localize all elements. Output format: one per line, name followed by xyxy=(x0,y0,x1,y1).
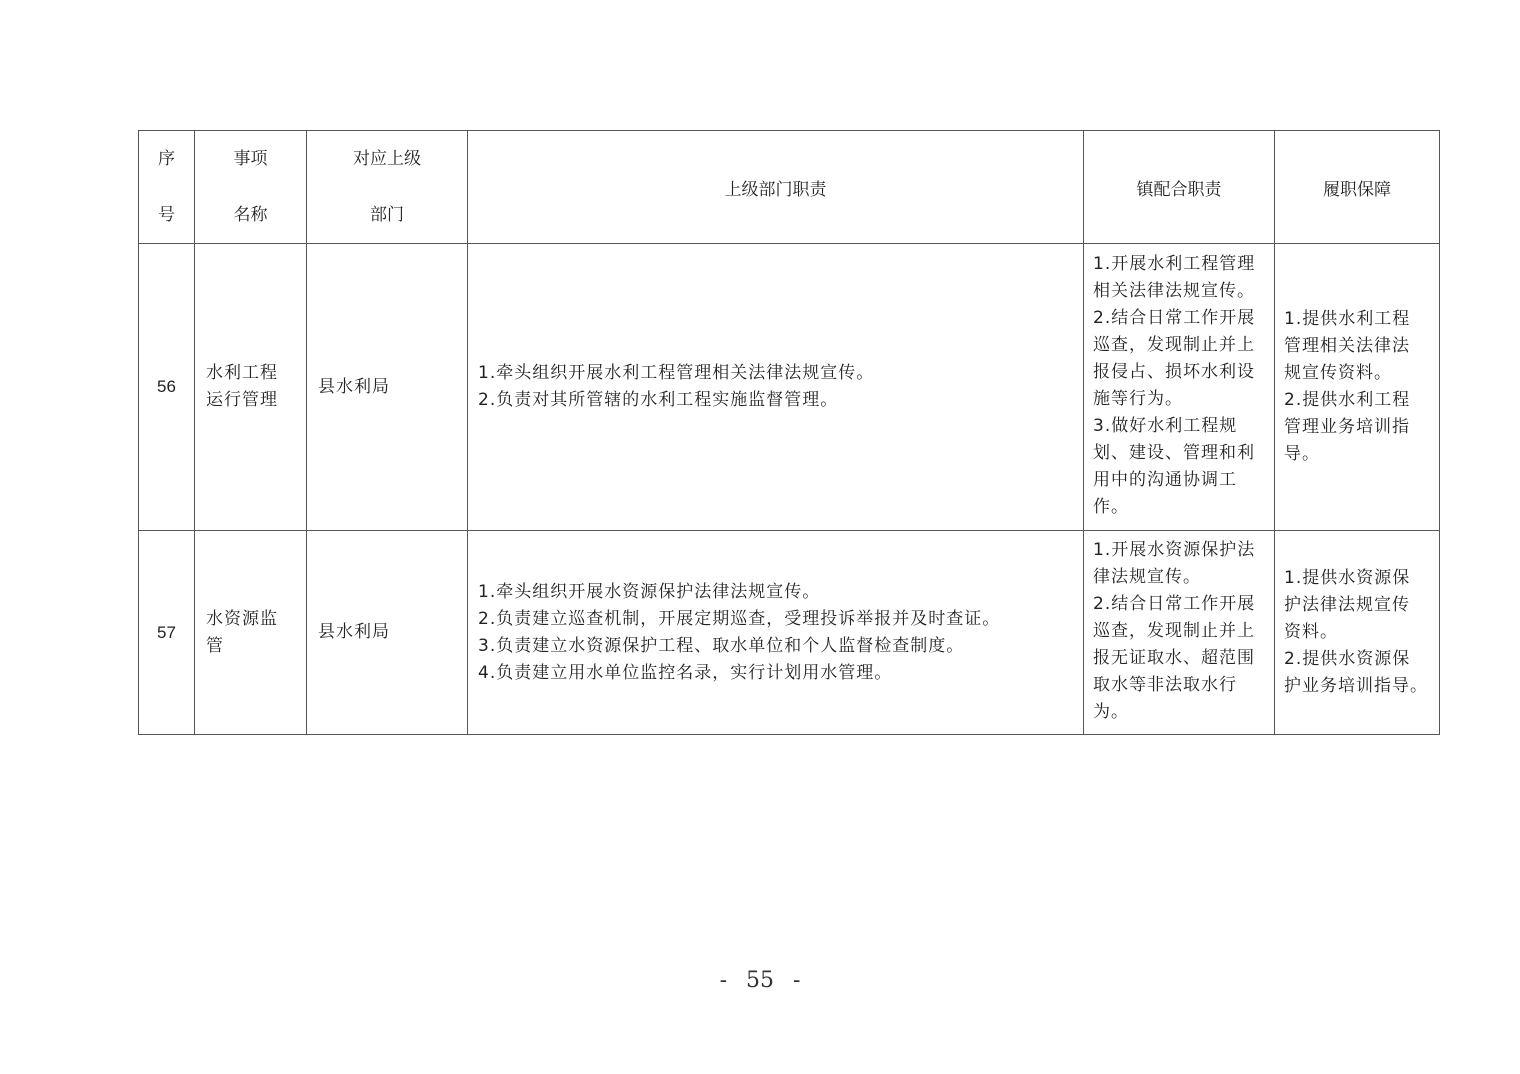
row-upper-duty: 1.牵头组织开展水资源保护法律法规宣传。 2.负责建立巡查机制，开展定期巡查，受理投诉举报并及时查证。 3.负责建立水资源保护工程、取水单位和个人监督检查制度。 4.负责建立用水单位监控名录，实行计划用水管理。 xyxy=(468,531,1084,735)
footer-dash-right: - xyxy=(793,968,801,993)
table-row xyxy=(139,244,1440,531)
row-town-duty: 1.开展水利工程管理 相关法律法规宣传。 2.结合日常工作开展 巡查，发现制止并上 报侵占、损坏水利设 施等行为。 3.做好水利工程规 划、建设、管理和利 用中的沟通协调工 作。 xyxy=(1084,244,1275,531)
row-seq: 57 xyxy=(139,531,195,735)
header-item-name: 事项 名称 xyxy=(195,131,307,244)
table-row xyxy=(139,531,1440,735)
header-upper-duty: 上级部门职责 xyxy=(468,131,1084,244)
page-footer xyxy=(0,968,1520,993)
header-seq: 序 号 xyxy=(139,131,195,244)
row-upper-duty: 1.牵头组织开展水利工程管理相关法律法规宣传。 2.负责对其所管辖的水利工程实施监督管理。 xyxy=(468,244,1084,531)
footer-dash-left: - xyxy=(719,968,727,993)
row-town-duty: 1.开展水资源保护法 律法规宣传。 2.结合日常工作开展 巡查，发现制止并上 报无证取水、超范围 取水等非法取水行 为。 xyxy=(1084,531,1275,735)
row-dept: 县水利局 xyxy=(307,531,468,735)
row-item-name: 水利工程 运行管理 xyxy=(195,244,307,531)
row-seq: 56 xyxy=(139,244,195,531)
page-number: 55 xyxy=(746,968,774,993)
header-town-duty: 镇配合职责 xyxy=(1084,131,1275,244)
row-item-name: 水资源监 管 xyxy=(195,531,307,735)
table-header-row xyxy=(139,131,1440,244)
header-upper-dept: 对应上级 部门 xyxy=(307,131,468,244)
responsibility-table xyxy=(138,130,1440,735)
row-guarantee: 1.提供水利工程 管理相关法律法 规宣传资料。 2.提供水利工程 管理业务培训指 导。 xyxy=(1275,244,1440,531)
row-dept: 县水利局 xyxy=(307,244,468,531)
row-guarantee: 1.提供水资源保 护法律法规宣传 资料。 2.提供水资源保 护业务培训指导。 xyxy=(1275,531,1440,735)
header-guarantee: 履职保障 xyxy=(1275,131,1440,244)
